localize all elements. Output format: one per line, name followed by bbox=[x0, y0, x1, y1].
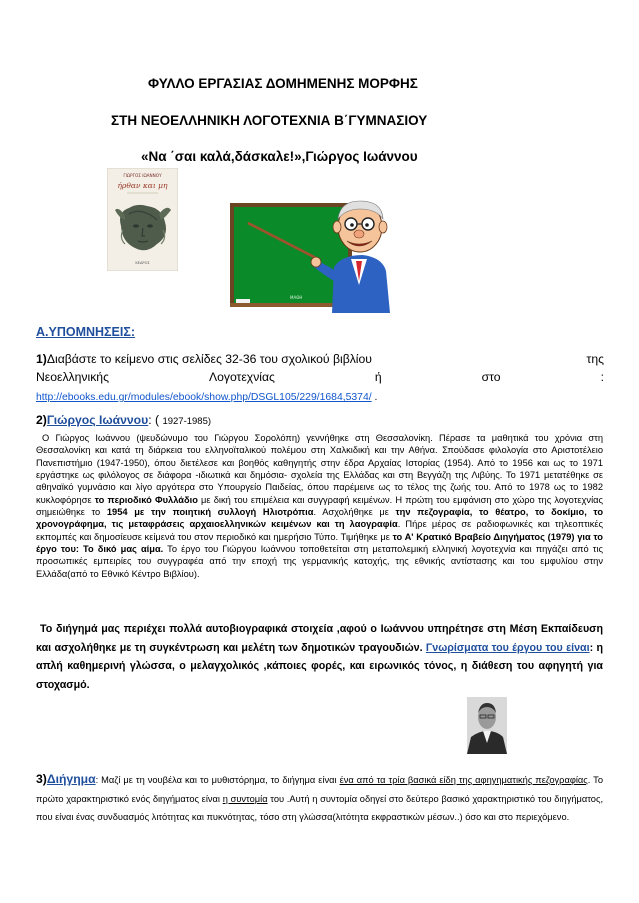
worksheet-subtitle: ΣΤΗ ΝΕΟΕΛΛΗΝΙΚΗ ΛΟΓΟΤΕΧΝΙΑ Β΄ΓΥΜΝΑΣΙΟΥ bbox=[111, 113, 428, 128]
item3-text: του .Αυτή η συντομία οδηγεί στο δεύτερο βασικό χαρακτηριστικό του διηγήματος, που είναι ένας συνδυασμός λιτότητας και πυκνότητας, τόσο στη γλώσσα(λιτότητα εκφραστικών μέσων..) όσο και στο περιεχόμενο. bbox=[36, 793, 604, 822]
item3-short-story bbox=[36, 770, 603, 827]
bio-text: Ο Γιώργος Ιωάννου (ψευδώνυμο του Γιώργου Σορολόπη) γεννήθηκε στη Θεσσαλονίκη. Πέρασε τα μαθητικά του χρόνια στη Θεσσαλονίκη και κατά τη διάρκεια του ελληνοϊταλικού πολέμου στη Χαλκιδική και την Αθήνα. Σπούδασε φιλολογία στο Αριστοτέλειο Πανεπιστήμιο (1947-1950), όπου διετέλεσε και βοηθός καθηγητής στην έδρα Αρχαίας Ιστορίας (1954). Από το 1956 και ως το 1971 εργάστηκε ως φιλόλογος σε διάφορα -ιδιωτικά και δημόσια- σχολεία της Ελλάδας και στη Βεγγάζη της Λιβύης. Το 1971 μετατέθηκε σε αθηναϊκό γυμνάσιο και λίγο αργότερα στο Υπουργείο Παιδείας, όπου παρέμεινε ως το τέλος της ζωής του. Από το 1978 ως το 1982 κυκλοφόρησε bbox=[36, 433, 603, 505]
bio-bold: την πεζογραφία, το θέατρο, το δοκίμιο, το χρονογράφημα, τις μεταφράσεις αρχαιοελληνικών κειμένων και τη λαογραφία bbox=[36, 507, 603, 530]
book-author: ΓΙΩΡΓΟΣ ΙΩΑΝΝΟΥ bbox=[123, 173, 162, 178]
text-title: «Να ΄σαι καλά,δάσκαλε!»,Γιώργος Ιωάννου bbox=[141, 149, 418, 164]
item1-word: : bbox=[600, 370, 604, 384]
ebook-link[interactable]: http://ebooks.edu.gr/modules/ebook/show.php/DSGL105/229/1684,5374/ bbox=[36, 392, 372, 403]
item1-line1-end: της bbox=[586, 352, 604, 366]
author-portrait-image bbox=[467, 697, 507, 754]
item1-word: Λογοτεχνίας bbox=[208, 370, 275, 384]
chalkboard-icon bbox=[232, 205, 350, 305]
book-title: ήρθαν και μη bbox=[117, 181, 168, 190]
summary-text: : η απλή καθημερινή γλώσσα, ο μελαγχολικός ,κάποιες φορές, και ειρωνικός τόνος, η διάθεση του αφηγητή για στοχασμό. bbox=[36, 641, 603, 691]
summary-underlined: Γνωρίσματα του έργου του είναι bbox=[425, 641, 590, 654]
item3-text: . Το πρώτο χαρακτηριστικό ενός διηγήματος είναι bbox=[36, 775, 604, 804]
bio-text: Το έργο του Γιώργου Ιωάννου τοποθετείται στη μεταπολεμική ελληνική λογοτεχνία και πηγάζει από τις προσωπικές εμπειρίες του συγγραφέα από την εποχή της γερμανικής κατοχής, της εθνικής αντίστασης και του εμφυλίου στην Ελλάδα(από το Εθνικό Κέντρο Βιβλίου). bbox=[36, 544, 603, 579]
item3-heading: Διήγημα bbox=[46, 772, 96, 786]
item1-word: στο bbox=[481, 370, 501, 384]
item3-underlined: η συντομία bbox=[222, 793, 268, 804]
story-summary bbox=[36, 620, 603, 694]
author-name: Γιώργος Ιωάννου bbox=[46, 413, 149, 427]
item1-line1: Διαβάστε το κείμενο στις σελίδες 32-36 του σχολικού βιβλίου bbox=[46, 352, 372, 366]
link-tail: . bbox=[371, 392, 378, 403]
bio-bold: το Α' Κρατικό Βραβείο Διηγήματος (1979) για το έργο του: Το δικό μας αίμα. bbox=[36, 531, 603, 555]
teacher-cartoon-image bbox=[230, 189, 397, 313]
item1-number: 1) bbox=[36, 352, 47, 366]
item3-underlined: ένα από τα τρία βασικά είδη της αφηγηματικής πεζογραφίας bbox=[339, 775, 588, 785]
worksheet-title: ΦΥΛΛΟ ΕΡΓΑΣΙΑΣ ΔΟΜΗΜΕΝΗΣ ΜΟΡΦΗΣ bbox=[148, 76, 418, 91]
author-years: 1927-1985) bbox=[162, 416, 212, 427]
item1-instructions bbox=[36, 350, 604, 407]
item3-text: : Μαζί με τη νουβέλα και το μυθιστόρημα, το διήγημα είναι bbox=[95, 775, 340, 785]
board-label: ΜΑΘΗ bbox=[290, 295, 303, 300]
item2-colon: : ( bbox=[148, 413, 163, 427]
summary-text: Το διήγημά μας περιέχει πολλά αυτοβιογραφικά στοιχεία ,αφού ο Ιωάννου υπηρέτησε στη Μέση Εκπαίδευση και ασχολήθηκε με τη συγκέντρωση και μελέτη των δημοτικών τραγουδιών. bbox=[36, 623, 603, 654]
book-cover-image bbox=[107, 168, 178, 271]
author-biography bbox=[36, 432, 603, 580]
bio-text: . Ασχολήθηκε με bbox=[313, 507, 396, 518]
book-publisher: ΚΕΔΡΟΣ bbox=[135, 261, 150, 265]
bio-bold: 1954 με την ποιητική συλλογή Ηλιοτρόπια bbox=[106, 507, 314, 518]
item2-heading bbox=[36, 413, 211, 427]
item1-word: ή bbox=[374, 370, 382, 384]
bio-bold: το περιοδικό Φυλλάδιο bbox=[94, 494, 198, 505]
item3-number: 3) bbox=[36, 772, 47, 786]
bio-text: με δική του επιμέλεια και συγγραφή κειμένων. Η πρώτη του εμφάνιση στο χώρο της λογοτεχνίας σημειώθηκε το bbox=[36, 494, 603, 518]
bio-text: . Πήρε μέρος σε ραδιοφωνικές και τηλεοπτικές εκπομπές και δημοσίευσε κείμενά του στον περιοδικό και ημερήσιο Τύπο. Τιμήθηκε με bbox=[36, 519, 603, 542]
item1-word: Νεοελληνικής bbox=[36, 370, 109, 384]
section-a-heading: Α.ΥΠΟΜΝΗΣΕΙΣ: bbox=[36, 325, 136, 339]
item2-number: 2) bbox=[36, 413, 47, 427]
